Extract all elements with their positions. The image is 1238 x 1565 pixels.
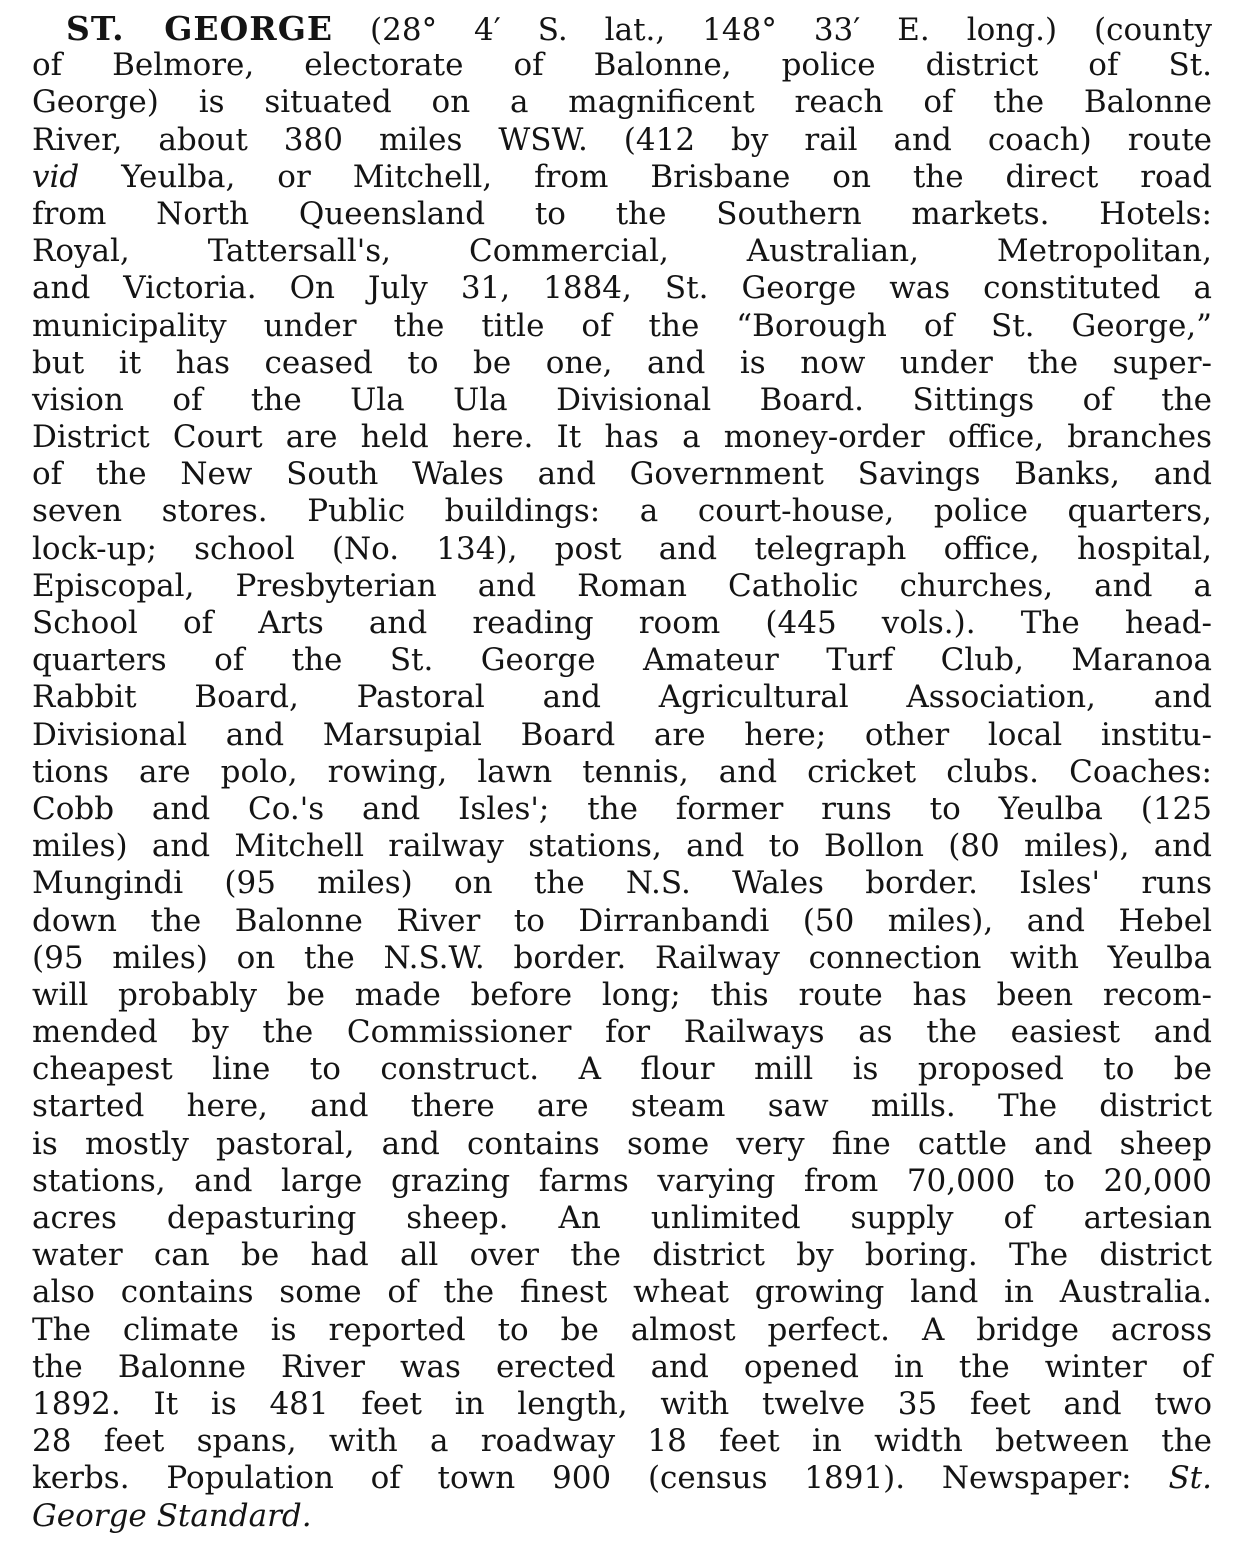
text-line: seven stores. Public buildings: a court-house, police quarters, [32, 493, 1212, 530]
text-line [32, 159, 1212, 196]
text-segment: (28° 4′ S. lat., 148° 33′ E. long.) (county [370, 12, 1213, 48]
text-line: of Belmore, electorate of Balonne, police district of St. [32, 47, 1212, 84]
text-line: will probably be made before long; this route has been recom- [32, 976, 1212, 1013]
text-line: miles) and Mitchell railway stations, and to Bollon (80 miles), and [32, 828, 1212, 865]
text-line: down the Balonne River to Dirranbandi (50 miles), and Hebel [32, 902, 1212, 939]
text-line: acres depasturing sheep. An unlimited supply of artesian [32, 1200, 1212, 1236]
text-line: Mungindi (95 miles) on the N.S. Wales border. Isles' runs [32, 865, 1212, 902]
text-line [32, 1460, 1212, 1497]
text-line: the Balonne River was erected and opened in the winter of [32, 1348, 1212, 1385]
text-segment: kerbs. Population of town 900 (census 1891). Newspaper: [32, 1460, 1132, 1497]
text-line: The climate is reported to be almost perfect. A bridge across [32, 1311, 1212, 1348]
text-line: quarters of the St. George Amateur Turf Club, Maranoa [32, 642, 1212, 679]
text-line: lock-up; school (No. 134), post and telegraph office, hospital, [32, 530, 1212, 567]
entry-heading: ST. GEORGE [66, 9, 334, 48]
text-line: but it has ceased to be one, and is now under the super- [32, 344, 1212, 381]
text-line: from North Queensland to the Southern markets. Hotels: [32, 195, 1212, 232]
text-line: George Standard. [32, 1497, 312, 1534]
text-line: District Court are held here. It has a money-order office, branches [32, 419, 1212, 456]
text-line: Episcopal, Presbyterian and Roman Catholic churches, and a [32, 567, 1212, 604]
text-segment: Yeulba, or Mitchell, from Brisbane on the direct road [121, 158, 1212, 195]
text-line: Cobb and Co.'s and Isles'; the former runs to Yeulba (125 [32, 790, 1212, 827]
text-line: Rabbit Board, Pastoral and Agricultural Association, and [32, 679, 1212, 716]
italic-text: St. [1168, 1460, 1212, 1497]
text-line: started here, and there are steam saw mills. The district [32, 1088, 1212, 1125]
text-line: 28 feet spans, with a roadway 18 feet in width between the [32, 1423, 1212, 1460]
text-line: (95 miles) on the N.S.W. border. Railway connection with Yeulba [32, 939, 1212, 976]
text-line: stations, and large grazing farms varying from 70,000 to 20,000 [32, 1162, 1212, 1199]
text-line: cheapest line to construct. A flour mill is proposed to be [32, 1051, 1212, 1088]
text-line: and Victoria. On July 31, 1884, St. George was constituted a [32, 270, 1212, 307]
text-line: Divisional and Marsupial Board are here; other local institu- [32, 716, 1212, 753]
text-line: George) is situated on a magnificent reach of the Balonne [32, 84, 1212, 121]
text-line: municipality under the title of the “Borough of St. George,” [32, 307, 1212, 344]
text-line: water can be had all over the district by boring. The district [32, 1237, 1212, 1274]
text-line: is mostly pastoral, and contains some very fine cattle and sheep [32, 1125, 1212, 1162]
italic-text: vid [32, 158, 80, 195]
text-line [32, 10, 1212, 47]
text-line: School of Arts and reading room (445 vols.). The head- [32, 605, 1212, 641]
text-line: mended by the Commissioner for Railways as the easiest and [32, 1014, 1212, 1051]
text-line: River, about 380 miles WSW. (412 by rail and coach) route [32, 121, 1212, 158]
article [32, 10, 1212, 1535]
text-line: 1892. It is 481 feet in length, with twelve 35 feet and two [32, 1385, 1212, 1422]
text-line: tions are polo, rowing, lawn tennis, and cricket clubs. Coaches: [32, 753, 1212, 790]
text-line: also contains some of the finest wheat growing land in Australia. [32, 1274, 1212, 1311]
text-line: vision of the Ula Ula Divisional Board. Sittings of the [32, 381, 1212, 418]
text-line: Royal, Tattersall's, Commercial, Australian, Metropolitan, [32, 233, 1212, 270]
text-line: of the New South Wales and Government Savings Banks, and [32, 456, 1212, 493]
